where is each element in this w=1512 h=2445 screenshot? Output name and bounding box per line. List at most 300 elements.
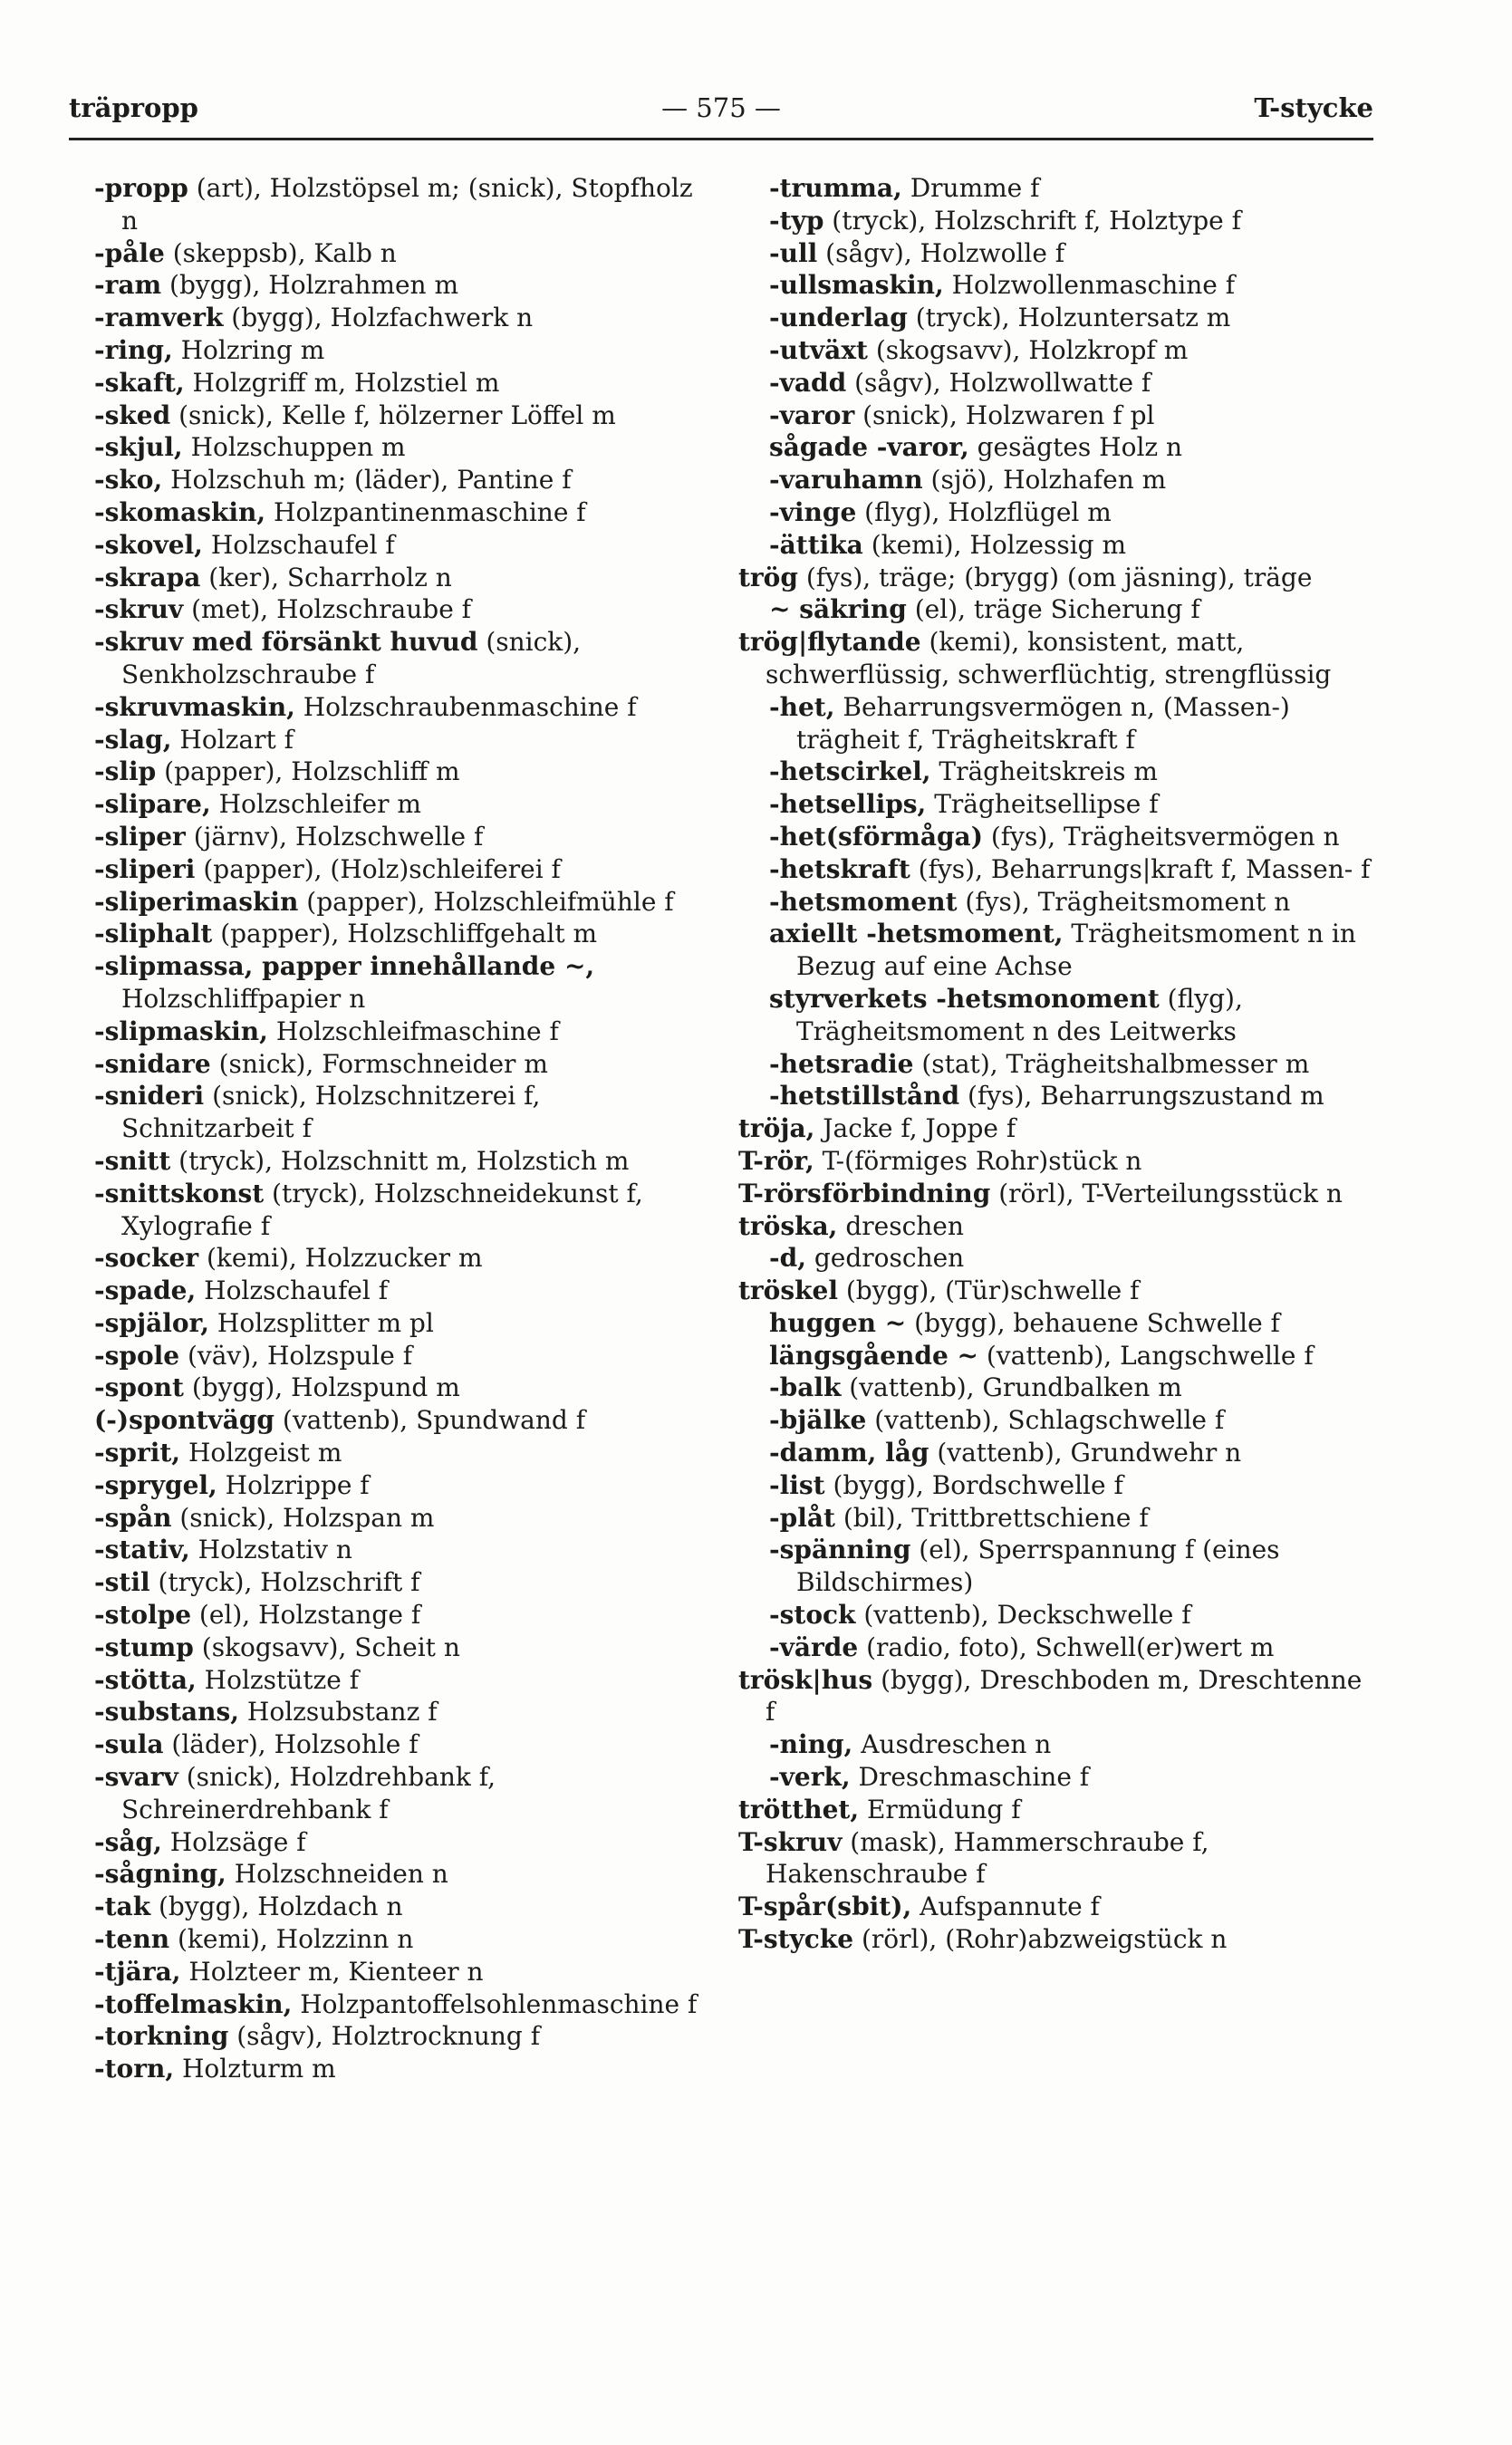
dictionary-entry <box>738 237 1372 270</box>
entry-translation: Dreschmaschine f <box>850 1762 1090 1793</box>
entry-translation: (el), Holzstange f <box>191 1600 421 1631</box>
dictionary-entry <box>94 2053 710 2085</box>
entry-headword: tröja, <box>738 1113 815 1144</box>
entry-translation: (stat), Trägheitshalbmesser m <box>913 1048 1310 1079</box>
entry-headword: -tenn <box>94 1924 170 1955</box>
entry-headword: sågade -varor, <box>769 432 969 463</box>
entry-translation: (papper), (Holz)schleiferei f <box>195 853 561 884</box>
dictionary-entry <box>94 367 710 399</box>
dictionary-entry <box>738 1534 1372 1599</box>
entry-translation: (tryck), Holzuntersatz m <box>907 303 1231 333</box>
dictionary-entry <box>738 1210 1372 1243</box>
entry-translation: (vattenb), Langschwelle f <box>978 1340 1314 1371</box>
dictionary-entry <box>738 1404 1372 1437</box>
entry-translation: (sågv), Holztrocknung f <box>228 2021 541 2052</box>
dictionary-entry <box>738 334 1372 367</box>
entry-translation: (flyg), Holzflügel m <box>856 496 1112 527</box>
dictionary-entry <box>94 1956 710 1988</box>
entry-headword: -propp <box>94 173 188 203</box>
entry-headword: -het, <box>769 691 835 722</box>
entry-translation: (radio, foto), Schwell(er)wert m <box>858 1632 1275 1662</box>
dictionary-entry <box>738 367 1372 399</box>
entry-headword: -skaft, <box>94 367 185 398</box>
entry-translation: (vattenb), Schlagschwelle f <box>866 1405 1225 1436</box>
entry-translation: Holzschneiden n <box>226 1859 448 1890</box>
entry-translation: (kemi), Holzzucker m <box>198 1243 483 1274</box>
entry-headword: -bjälke <box>769 1405 867 1436</box>
dictionary-entry <box>738 821 1372 853</box>
dictionary-entry <box>94 1275 710 1307</box>
dictionary-entry <box>94 529 710 562</box>
dictionary-entry <box>738 529 1372 562</box>
dictionary-entry <box>738 886 1372 919</box>
dictionary-entry <box>738 1761 1372 1794</box>
entry-translation: Holzteer m, Kienteer n <box>180 1956 484 1987</box>
entry-translation: Holzstütze f <box>196 1664 360 1695</box>
entry-headword: tröska, <box>738 1210 838 1241</box>
entry-headword: -hetsellips, <box>769 789 927 820</box>
entry-translation: (bil), Trittbrettschiene f <box>834 1502 1149 1533</box>
entry-translation: Drumme f <box>901 173 1040 203</box>
entry-headword: -ullsmaskin, <box>769 270 944 301</box>
entry-headword: -stump <box>94 1632 194 1662</box>
dictionary-entry <box>94 1016 710 1048</box>
entry-headword: -skruv med försänkt huvud <box>94 627 478 658</box>
dictionary-entry <box>738 983 1372 1048</box>
dictionary-entry <box>94 788 710 821</box>
page-header <box>69 87 1373 132</box>
dictionary-entry <box>94 1242 710 1275</box>
entry-translation: (rörl), T-Verteilungsstück n <box>990 1178 1343 1208</box>
header-rule <box>69 138 1373 140</box>
entry-headword: -hetskraft <box>769 853 910 884</box>
entry-headword: -socker <box>94 1243 199 1274</box>
dictionary-entry <box>94 237 710 270</box>
entry-headword: -stil <box>94 1567 150 1598</box>
entry-translation: (fys), Trägheitsmoment n <box>957 886 1291 917</box>
entry-headword: -snidare <box>94 1048 211 1079</box>
entry-headword: -list <box>769 1469 825 1500</box>
entry-translation: Jacke f, Joppe f <box>814 1113 1016 1144</box>
dictionary-entry <box>738 496 1372 529</box>
entry-translation: Ausdreschen n <box>852 1729 1052 1760</box>
entry-headword: -d, <box>769 1243 806 1274</box>
dictionary-entry <box>738 1923 1372 1956</box>
entry-translation: (bygg), Holzdach n <box>150 1892 403 1922</box>
entry-headword: huggen ~ <box>769 1307 907 1338</box>
dictionary-entry <box>738 464 1372 496</box>
entry-headword: -spjälor, <box>94 1307 210 1338</box>
entry-translation: (järnv), Holzschwelle f <box>185 821 484 852</box>
entry-headword: T-stycke <box>738 1924 854 1955</box>
entry-headword: -sågning, <box>94 1859 226 1890</box>
entry-translation: Holzpantoffelsohlenmaschine f <box>292 1988 698 2019</box>
header-first-word: träpropp <box>69 92 198 123</box>
dictionary-entry <box>94 1566 710 1599</box>
entry-headword: -hetsradie <box>769 1048 914 1079</box>
entry-translation: Holzschaufel f <box>202 529 395 560</box>
entry-translation: (sjö), Holzhafen m <box>922 465 1167 496</box>
entry-headword: -stock <box>769 1600 856 1631</box>
dictionary-entry <box>738 302 1372 334</box>
entry-translation: (vattenb), Deckschwelle f <box>855 1600 1191 1631</box>
entry-headword: -sliphalt <box>94 919 213 949</box>
dictionary-entry <box>94 1437 710 1469</box>
entry-translation: (vattenb), Grundwehr n <box>929 1438 1242 1468</box>
entry-translation: Holzschliffpapier n <box>121 983 366 1014</box>
dictionary-entry <box>94 626 710 691</box>
entry-headword: -ning, <box>769 1729 853 1760</box>
dictionary-entry <box>738 205 1372 237</box>
entry-translation: (väv), Holzspule f <box>179 1340 413 1371</box>
entry-headword: -sked <box>94 399 171 430</box>
entry-headword: -skomaskin, <box>94 496 266 527</box>
entry-headword: -sliperimaskin <box>94 886 299 917</box>
entry-translation: (art), Holzstöpsel m; (snick), Stopfholz n <box>121 173 693 236</box>
entry-headword: -sprygel, <box>94 1469 217 1500</box>
dictionary-entry <box>94 1696 710 1728</box>
entry-headword: -verk, <box>769 1762 851 1793</box>
dictionary-entry <box>738 172 1372 205</box>
entry-translation: (papper), Holzschleifmühle f <box>298 886 674 917</box>
entry-headword: -damm, låg <box>769 1438 929 1468</box>
dictionary-entry <box>738 626 1372 691</box>
dictionary-entry <box>94 1761 710 1826</box>
entry-headword: -snittskonst <box>94 1178 265 1208</box>
entry-translation: (sågv), Holzwolle f <box>817 237 1065 268</box>
dictionary-entry <box>94 269 710 302</box>
entry-translation: Trägheitsellipse f <box>926 789 1159 820</box>
entry-headword: -hetsmoment <box>769 886 958 917</box>
entry-translation: (flyg), Trägheitsmoment n des Leitwerks <box>796 983 1243 1046</box>
entry-headword: -ull <box>769 237 818 268</box>
entry-translation: (tryck), Holzschrift f, Holztype f <box>823 205 1241 236</box>
entry-translation: (skogsavv), Holzkropf m <box>867 334 1189 365</box>
entry-translation: (vattenb), Spundwand f <box>274 1405 586 1436</box>
entry-translation: (snick), Kelle f, hölzerner Löffel m <box>170 399 616 430</box>
entry-headword: -tjära, <box>94 1956 181 1987</box>
entry-headword: -ättika <box>769 529 863 560</box>
dictionary-entry <box>738 1632 1372 1664</box>
entry-translation: Beharrungsvermögen n, (Massen-) trägheit f, Trägheitskraft f <box>796 691 1290 755</box>
dictionary-entry <box>94 1728 710 1761</box>
entry-translation: (bygg), behauene Schwelle f <box>906 1307 1280 1338</box>
entry-headword: -het(sförmåga) <box>769 821 983 852</box>
entry-headword: tröskel <box>738 1275 838 1306</box>
dictionary-entry <box>94 821 710 853</box>
entry-headword: -torn, <box>94 2054 175 2084</box>
entry-translation: Holzschleifmaschine f <box>267 1016 559 1046</box>
entry-translation: (kemi), konsistent, matt, schwerflüssig, schwerflüchtig, strengflüssig <box>766 627 1332 689</box>
entry-headword: -slag, <box>94 724 172 755</box>
dictionary-entry <box>738 1891 1372 1923</box>
dictionary-entry <box>94 1891 710 1923</box>
entry-translation: Holzschuh m; (läder), Pantine f <box>162 465 572 496</box>
entry-headword: -såg, <box>94 1826 162 1857</box>
entry-headword: -spån <box>94 1502 172 1533</box>
dictionary-entry <box>738 853 1372 886</box>
entry-translation: Holzgeist m <box>180 1438 342 1468</box>
entry-headword: -trumma, <box>769 173 902 203</box>
entry-translation: (snick), Holzschnitzerei f, Schnitzarbeit f <box>121 1081 541 1144</box>
entry-translation: (bygg), Holzspund m <box>183 1372 460 1403</box>
entry-translation: (skeppsb), Kalb n <box>164 237 397 268</box>
entry-headword: -skruvmaskin, <box>94 691 295 722</box>
entry-headword: -sliper <box>94 821 186 852</box>
entry-translation: Trägheitskreis m <box>930 756 1158 787</box>
dictionary-entry <box>738 1826 1372 1892</box>
entry-translation: T-(förmiges Rohr)stück n <box>814 1145 1142 1176</box>
dictionary-entry <box>738 1437 1372 1469</box>
dictionary-entry <box>94 464 710 496</box>
entry-headword: -spade, <box>94 1275 197 1306</box>
dictionary-entry <box>94 172 710 237</box>
dictionary-entry <box>738 1728 1372 1761</box>
dictionary-entry <box>738 1469 1372 1502</box>
dictionary-entry <box>94 496 710 529</box>
entry-headword: -ring, <box>94 334 173 365</box>
entry-headword: -underlag <box>769 303 908 333</box>
entry-headword: -snideri <box>94 1081 205 1112</box>
entry-headword: -skrapa <box>94 562 201 592</box>
dictionary-entry <box>94 950 710 1016</box>
entry-translation: (fys), Beharrungszustand m <box>959 1081 1324 1112</box>
dictionary-entry <box>94 1340 710 1372</box>
dictionary-entry <box>94 1534 710 1566</box>
entry-headword: -skruv <box>94 594 184 625</box>
dictionary-entry <box>738 269 1372 302</box>
page-number: — 575 — <box>661 92 781 123</box>
entry-headword: trötthet, <box>738 1794 860 1824</box>
entry-translation: (snick), Senkholzschraube f <box>121 627 582 689</box>
entry-headword: -varuhamn <box>769 465 923 496</box>
right-column <box>738 172 1372 1956</box>
dictionary-entry <box>94 1080 710 1145</box>
dictionary-entry <box>94 431 710 464</box>
dictionary-entry <box>738 1664 1372 1729</box>
entry-translation: gedroschen <box>805 1243 965 1274</box>
dictionary-entry <box>94 1599 710 1632</box>
entry-headword: -sprit, <box>94 1438 181 1468</box>
dictionary-entry <box>94 562 710 594</box>
entry-translation: (bygg), Holzfachwerk n <box>223 303 534 333</box>
dictionary-entry <box>738 1372 1372 1404</box>
dictionary-entry <box>94 1632 710 1664</box>
entry-headword: -vinge <box>769 496 857 527</box>
entry-headword: -stativ, <box>94 1535 190 1565</box>
entry-headword: -slip <box>94 756 157 787</box>
dictionary-entry <box>94 1502 710 1535</box>
dictionary-entry <box>94 1178 710 1243</box>
entry-translation: (papper), Holzschliffgehalt m <box>212 919 598 949</box>
entry-headword: T-rör, <box>738 1145 814 1176</box>
entry-translation: (tryck), Holzschnitt m, Holzstich m <box>170 1145 630 1176</box>
dictionary-entry <box>738 1048 1372 1081</box>
header-last-word: T-stycke <box>1254 92 1373 123</box>
dictionary-entry <box>94 399 710 432</box>
dictionary-entry <box>94 1469 710 1502</box>
dictionary-entry <box>738 1794 1372 1826</box>
entry-headword: -snitt <box>94 1145 171 1176</box>
entry-headword: trög|flytande <box>738 627 921 658</box>
entry-headword: -balk <box>769 1372 842 1403</box>
entry-headword: trög <box>738 562 798 592</box>
entry-headword: -slipmassa, papper innehållande ~, <box>94 951 595 982</box>
entry-headword: -spole <box>94 1340 180 1371</box>
entry-headword: -toffelmaskin, <box>94 1988 293 2019</box>
dictionary-entry <box>94 1988 710 2021</box>
entry-headword: -sula <box>94 1729 164 1760</box>
entry-headword: -sko, <box>94 465 163 496</box>
left-column <box>94 172 710 2085</box>
entry-translation: (vattenb), Grundbalken m <box>841 1372 1182 1403</box>
entry-translation: (skogsavv), Scheit n <box>193 1632 460 1662</box>
dictionary-entry <box>738 593 1372 626</box>
entry-translation: (tryck), Holzschrift f <box>149 1567 420 1598</box>
entry-translation: (fys), Beharrungs|kraft f, Massen- f <box>910 853 1371 884</box>
dictionary-entry <box>94 756 710 788</box>
dictionary-entry <box>738 399 1372 432</box>
entry-headword: -ramverk <box>94 303 224 333</box>
entry-headword: längsgående ~ <box>769 1340 978 1371</box>
entry-translation: Holzwollenmaschine f <box>943 270 1236 301</box>
entry-headword: -skjul, <box>94 432 183 463</box>
dictionary-entry <box>738 918 1372 983</box>
dictionary-entry <box>738 1242 1372 1275</box>
entry-translation: (snick), Formschneider m <box>210 1048 548 1079</box>
dictionary-entry <box>94 1858 710 1891</box>
entry-translation: (bygg), (Tür)schwelle f <box>837 1275 1140 1306</box>
dictionary-entry <box>94 1404 710 1437</box>
entry-headword: T-spår(sbit), <box>738 1892 912 1922</box>
entry-translation: Holzschleifer m <box>210 789 421 820</box>
dictionary-entry <box>94 1048 710 1081</box>
entry-translation: (rörl), (Rohr)abzweigstück n <box>853 1924 1228 1955</box>
entry-headword: -sliperi <box>94 853 196 884</box>
dictionary-entry <box>738 1178 1372 1210</box>
dictionary-entry <box>738 691 1372 756</box>
dictionary-entry <box>738 1112 1372 1145</box>
entry-headword: -varor <box>769 399 855 430</box>
dictionary-entry <box>94 1145 710 1178</box>
dictionary-entry <box>738 1599 1372 1632</box>
entry-translation: (kemi), Holzessig m <box>862 529 1127 560</box>
dictionary-entry <box>738 431 1372 464</box>
entry-headword: -spänning <box>769 1535 911 1565</box>
dictionary-entry <box>94 2020 710 2053</box>
entry-headword: T-rörsförbindning <box>738 1178 991 1208</box>
entry-headword: -plåt <box>769 1502 835 1533</box>
entry-headword: -tak <box>94 1892 151 1922</box>
entry-translation: (snick), Holzdrehbank f, Schreinerdrehbank f <box>121 1762 496 1824</box>
dictionary-entry <box>94 1826 710 1859</box>
entry-translation: Holzturm m <box>174 2054 336 2084</box>
entry-headword: -ram <box>94 270 162 301</box>
entry-headword: axiellt -hetsmoment, <box>769 919 1064 949</box>
entry-headword: -slipmaskin, <box>94 1016 268 1046</box>
entry-translation: dreschen <box>837 1210 964 1241</box>
dictionary-entry <box>94 1664 710 1697</box>
dictionary-entry <box>738 562 1372 594</box>
entry-headword: -svarv <box>94 1762 178 1793</box>
entry-translation: Holzschuppen m <box>182 432 406 463</box>
entry-headword: (-)spontvägg <box>94 1405 274 1436</box>
dictionary-entry <box>738 1307 1372 1340</box>
entry-translation: (kemi), Holzzinn n <box>169 1924 414 1955</box>
entry-translation: (el), Sperrspannung f (eines Bildschirmes) <box>796 1535 1280 1598</box>
entry-headword: -torkning <box>94 2021 229 2052</box>
entry-headword: -stötta, <box>94 1664 197 1695</box>
dictionary-entry <box>94 918 710 950</box>
entry-translation: (el), träge Sicherung f <box>906 594 1200 625</box>
dictionary-entry <box>94 691 710 724</box>
dictionary-entry <box>94 1372 710 1404</box>
entry-translation: (bygg), Dreschboden m, Dreschtenne f <box>766 1664 1363 1728</box>
entry-translation: Holzgriff m, Holzstiel m <box>184 367 500 398</box>
dictionary-entry <box>738 1340 1372 1372</box>
entry-translation: (bygg), Bordschwelle f <box>824 1469 1123 1500</box>
entry-translation: Aufspannute f <box>911 1892 1100 1922</box>
entry-headword: T-skruv <box>738 1826 843 1857</box>
entry-translation: (bygg), Holzrahmen m <box>161 270 458 301</box>
entry-headword: -vadd <box>769 367 847 398</box>
entry-translation: (läder), Holzsohle f <box>163 1729 419 1760</box>
entry-headword: -utväxt <box>769 334 868 365</box>
entry-translation: (mask), Hammerschraube f, Hakenschraube f <box>766 1826 1209 1890</box>
entry-translation: Holzsäge f <box>161 1826 306 1857</box>
entry-translation: Ermüdung f <box>859 1794 1021 1824</box>
dictionary-entry <box>738 1502 1372 1535</box>
entry-translation: (ker), Scharrholz n <box>200 562 452 592</box>
entry-headword: -värde <box>769 1632 859 1662</box>
dictionary-entry <box>94 334 710 367</box>
entry-translation: Holzstativ n <box>189 1535 352 1565</box>
entry-translation: Holzpantinenmaschine f <box>265 496 586 527</box>
entry-translation: (snick), Holzwaren f pl <box>854 399 1155 430</box>
dictionary-entry <box>94 302 710 334</box>
entry-headword: -spont <box>94 1372 184 1403</box>
entry-translation: (tryck), Holzschneidekunst f, Xylografie f <box>121 1178 643 1241</box>
entry-headword: -påle <box>94 237 165 268</box>
entry-translation: gesägtes Holz n <box>968 432 1183 463</box>
entry-translation: Holzsplitter m pl <box>209 1307 434 1338</box>
dictionary-entry <box>94 886 710 919</box>
dictionary-entry <box>94 1307 710 1340</box>
dictionary-entry <box>738 756 1372 788</box>
entry-translation: (snick), Holzspan m <box>171 1502 435 1533</box>
dictionary-entry <box>94 724 710 756</box>
entry-translation: (sågv), Holzwollwatte f <box>846 367 1151 398</box>
entry-translation: Trägheitsmoment n in Bezug auf eine Achse <box>796 919 1356 982</box>
entry-translation: (fys), Trägheitsvermögen n <box>982 821 1340 852</box>
dictionary-entry <box>738 1080 1372 1112</box>
dictionary-entry <box>738 1145 1372 1178</box>
entry-headword: trösk|hus <box>738 1664 873 1695</box>
entry-translation: (met), Holzschraube f <box>183 594 472 625</box>
entry-headword: -substans, <box>94 1697 240 1728</box>
entry-headword: -skovel, <box>94 529 203 560</box>
entry-headword: -stolpe <box>94 1600 192 1631</box>
entry-headword: -typ <box>769 205 824 236</box>
entry-translation: (fys), träge; (brygg) (om jäsning), träge <box>797 562 1313 592</box>
entry-headword: ~ säkring <box>769 594 907 625</box>
entry-translation: (papper), Holzschliff m <box>156 756 460 787</box>
dictionary-entry <box>94 853 710 886</box>
dictionary-entry <box>738 788 1372 821</box>
dictionary-entry <box>738 1275 1372 1307</box>
dictionary-entry <box>94 1923 710 1956</box>
entry-headword: -hetstillstånd <box>769 1081 960 1112</box>
